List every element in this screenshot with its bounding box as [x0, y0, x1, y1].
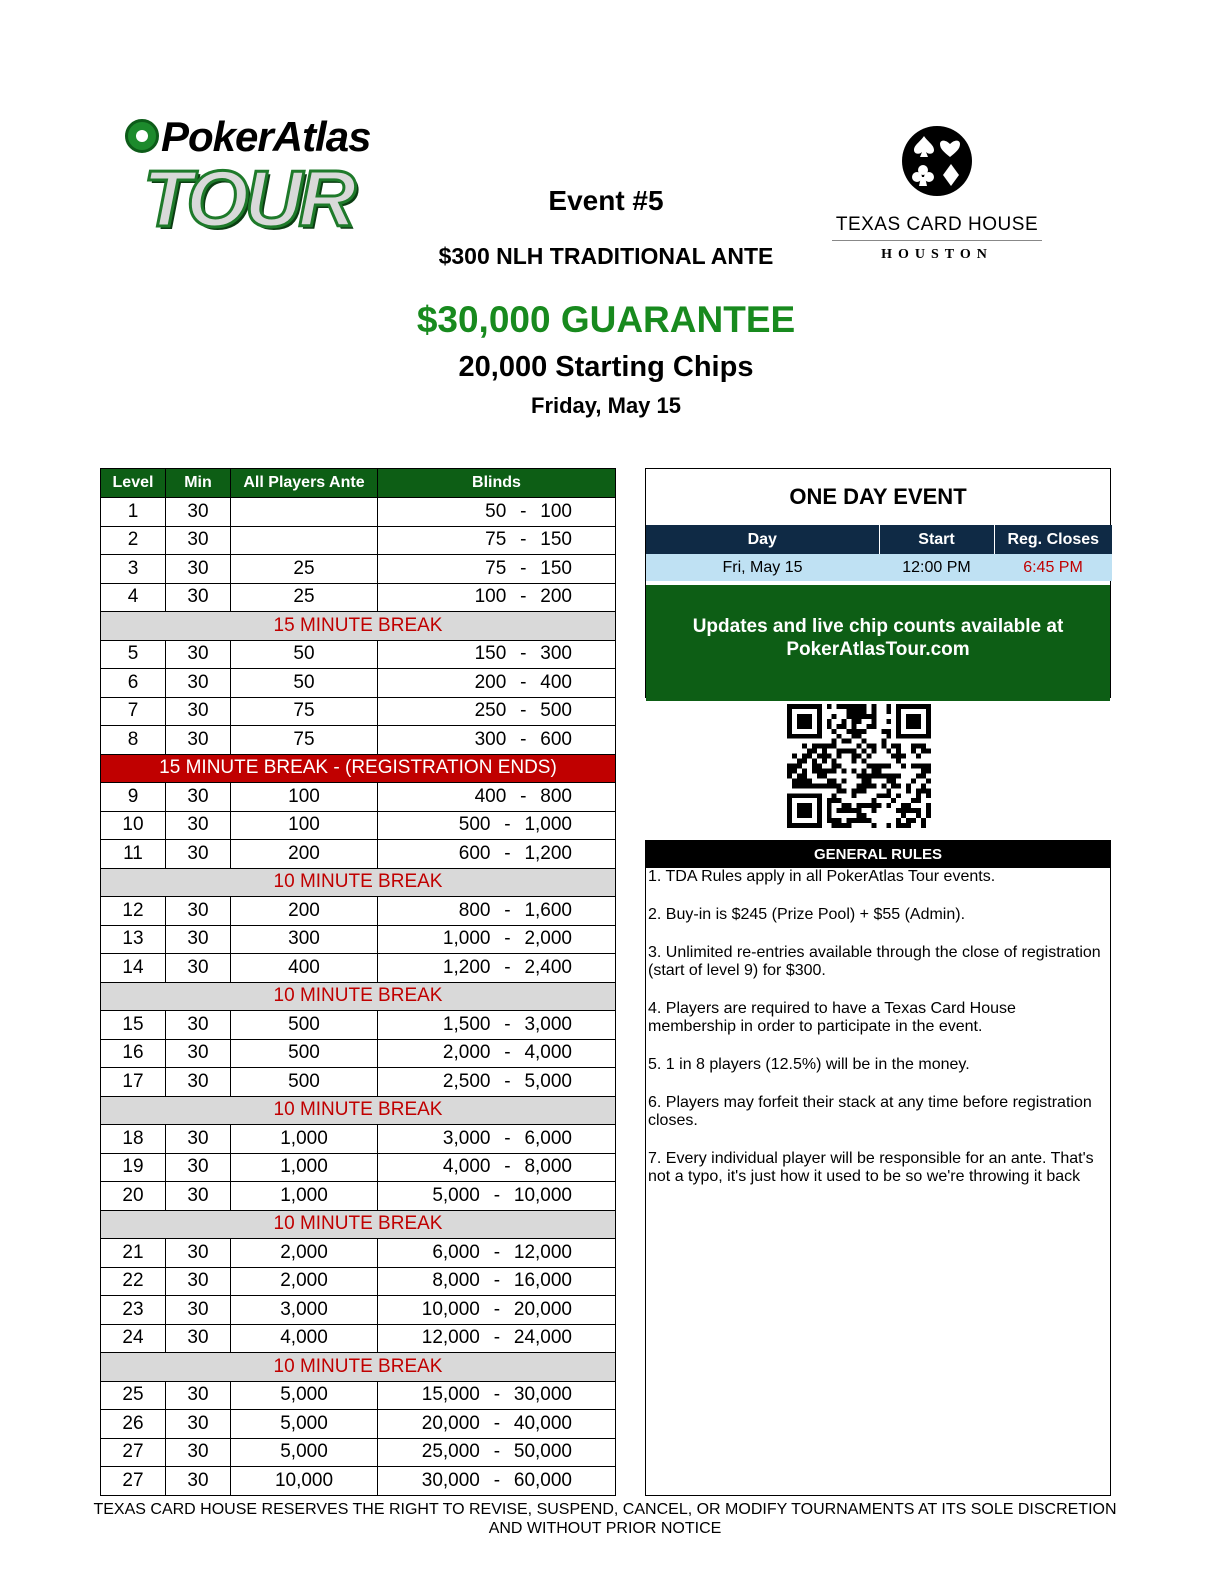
level-row — [101, 1467, 616, 1496]
level-cell: 7 — [101, 697, 166, 726]
level-cell: 8 — [101, 726, 166, 755]
level-cell: 6 — [101, 669, 166, 698]
break-row — [101, 612, 616, 641]
small-blind: 250 — [474, 700, 507, 722]
minutes-cell: 30 — [166, 583, 231, 612]
break-row — [101, 868, 616, 897]
level-cell: 15 — [101, 1011, 166, 1040]
level-cell: 19 — [101, 1153, 166, 1182]
logo-text-atlas: Atlas — [272, 113, 371, 160]
big-blind: 150 — [540, 529, 572, 551]
level-cell: 27 — [101, 1438, 166, 1467]
blinds-separator: - — [504, 1156, 511, 1178]
blinds-separator: - — [504, 899, 511, 921]
minutes-cell: 30 — [166, 1267, 231, 1296]
level-row — [101, 1068, 616, 1097]
level-cell: 17 — [101, 1068, 166, 1097]
column-header-level: Level — [101, 469, 166, 498]
big-blind: 600 — [540, 728, 572, 750]
blinds-cell — [378, 1182, 616, 1211]
blinds-cell — [378, 1039, 616, 1068]
ante-cell: 500 — [231, 1068, 378, 1097]
big-blind: 100 — [540, 500, 572, 522]
schedule-row — [646, 554, 1112, 581]
blinds-separator: - — [493, 1298, 501, 1320]
small-blind: 600 — [458, 842, 491, 864]
big-blind: 40,000 — [513, 1412, 572, 1434]
small-blind: 100 — [474, 586, 507, 608]
level-row — [101, 1125, 616, 1154]
break-label: 10 MINUTE BREAK — [101, 1096, 616, 1125]
event-number: Event #5 — [548, 185, 664, 216]
minutes-cell: 30 — [166, 640, 231, 669]
break-label: 10 MINUTE BREAK — [101, 1210, 616, 1239]
level-row — [101, 1039, 616, 1068]
ante-cell: 200 — [231, 840, 378, 869]
level-row — [101, 1438, 616, 1467]
level-row — [101, 1011, 616, 1040]
disclaimer: TEXAS CARD HOUSE RESERVES THE RIGHT TO REVISE, SUSPEND, CANCEL, OR MODIFY TOURNAMENTS AT ITS SOLE DISCRETION AND WITHOUT PRIOR NOTICE — [93, 1501, 1117, 1537]
blinds-separator: - — [520, 529, 527, 551]
ante-cell — [231, 526, 378, 555]
minutes-cell: 30 — [166, 555, 231, 584]
blinds-cell — [378, 640, 616, 669]
rule-item: 7. Every individual player will be responsible for an ante. That's not a typo, it's just how it used to be so we're throwing it back — [648, 1150, 1094, 1185]
blinds-separator: - — [520, 671, 527, 693]
level-row — [101, 669, 616, 698]
level-row — [101, 640, 616, 669]
ante-cell: 50 — [231, 669, 378, 698]
blinds-separator: - — [520, 728, 527, 750]
small-blind: 4,000 — [442, 1156, 491, 1178]
general-rules-title: GENERAL RULES — [646, 841, 1110, 868]
level-row — [101, 811, 616, 840]
blinds-separator: - — [520, 586, 527, 608]
ante-cell: 5,000 — [231, 1381, 378, 1410]
poker-chip-icon — [125, 119, 159, 153]
blinds-cell — [378, 1011, 616, 1040]
minutes-cell: 30 — [166, 925, 231, 954]
blinds-separator: - — [493, 1384, 501, 1406]
event-info-title: ONE DAY EVENT — [789, 484, 967, 509]
blinds-cell — [378, 954, 616, 983]
ante-cell: 2,000 — [231, 1267, 378, 1296]
level-cell: 4 — [101, 583, 166, 612]
ante-cell — [231, 498, 378, 527]
small-blind: 300 — [474, 728, 507, 750]
small-blind: 2,500 — [442, 1070, 491, 1092]
level-cell: 20 — [101, 1182, 166, 1211]
level-row — [101, 555, 616, 584]
level-cell: 25 — [101, 1381, 166, 1410]
rule-item: 6. Players may forfeit their stack at any time before registration closes. — [648, 1094, 1092, 1129]
blinds-separator: - — [504, 1070, 511, 1092]
level-cell: 18 — [101, 1125, 166, 1154]
break-label: 15 MINUTE BREAK — [101, 612, 616, 641]
minutes-cell: 30 — [166, 1153, 231, 1182]
level-cell: 10 — [101, 811, 166, 840]
blinds-cell — [378, 583, 616, 612]
ante-cell: 100 — [231, 783, 378, 812]
level-cell: 1 — [101, 498, 166, 527]
schedule-day: Fri, May 15 — [646, 554, 879, 581]
small-blind: 800 — [458, 899, 491, 921]
break-row — [101, 1353, 616, 1382]
schedule-table — [646, 525, 1112, 581]
blinds-cell — [378, 1410, 616, 1439]
minutes-cell: 30 — [166, 783, 231, 812]
event-date: Friday, May 15 — [531, 393, 681, 418]
small-blind: 50 — [485, 500, 507, 522]
column-header-min: Min — [166, 469, 231, 498]
big-blind: 8,000 — [524, 1156, 572, 1178]
level-row — [101, 1296, 616, 1325]
big-blind: 10,000 — [513, 1184, 572, 1206]
blinds-cell — [378, 1267, 616, 1296]
ante-cell: 25 — [231, 583, 378, 612]
rule-item: 2. Buy-in is $245 (Prize Pool) + $55 (Admin). — [648, 906, 966, 923]
event-name: $300 NLH TRADITIONAL ANTE — [438, 243, 774, 269]
blind-structure-table — [100, 468, 616, 1496]
blinds-cell — [378, 897, 616, 926]
blinds-separator: - — [520, 643, 527, 665]
column-header-blinds: Blinds — [378, 469, 616, 498]
ante-cell: 50 — [231, 640, 378, 669]
level-row — [101, 1267, 616, 1296]
big-blind: 60,000 — [513, 1469, 572, 1491]
table-header-row — [101, 469, 616, 498]
minutes-cell: 30 — [166, 1011, 231, 1040]
big-blind: 6,000 — [524, 1127, 572, 1149]
level-cell: 21 — [101, 1239, 166, 1268]
blinds-cell — [378, 555, 616, 584]
level-cell: 14 — [101, 954, 166, 983]
ante-cell: 2,000 — [231, 1239, 378, 1268]
minutes-cell: 30 — [166, 726, 231, 755]
blinds-cell — [378, 498, 616, 527]
level-row — [101, 1153, 616, 1182]
minutes-cell: 30 — [166, 526, 231, 555]
small-blind: 500 — [458, 814, 491, 836]
pokeratlas-wordmark — [161, 115, 370, 159]
schedule-start: 12:00 PM — [879, 554, 994, 581]
level-row — [101, 897, 616, 926]
blinds-separator: - — [504, 1013, 511, 1035]
ante-cell: 75 — [231, 697, 378, 726]
ante-cell: 4,000 — [231, 1324, 378, 1353]
minutes-cell: 30 — [166, 1296, 231, 1325]
big-blind: 1,000 — [524, 814, 572, 836]
rule-item: 3. Unlimited re-entries available through the close of registration (start of level 9) for $300. — [648, 944, 1101, 979]
big-blind: 4,000 — [524, 1042, 572, 1064]
blinds-cell — [378, 669, 616, 698]
tch-city: HOUSTON — [881, 247, 993, 262]
level-row — [101, 783, 616, 812]
level-cell: 24 — [101, 1324, 166, 1353]
blinds-separator: - — [504, 1042, 511, 1064]
small-blind: 5,000 — [432, 1184, 480, 1206]
blinds-cell — [378, 1296, 616, 1325]
blinds-cell — [378, 1467, 616, 1496]
table-body — [101, 498, 616, 1496]
big-blind: 2,000 — [524, 928, 572, 950]
blinds-separator: - — [504, 1127, 511, 1149]
small-blind: 150 — [474, 643, 507, 665]
level-cell: 13 — [101, 925, 166, 954]
level-row — [101, 526, 616, 555]
level-cell: 9 — [101, 783, 166, 812]
level-cell: 12 — [101, 897, 166, 926]
level-row — [101, 1381, 616, 1410]
small-blind: 15,000 — [421, 1384, 480, 1406]
minutes-cell: 30 — [166, 669, 231, 698]
blinds-cell — [378, 783, 616, 812]
minutes-cell: 30 — [166, 954, 231, 983]
blinds-cell — [378, 811, 616, 840]
minutes-cell: 30 — [166, 1324, 231, 1353]
minutes-cell: 30 — [166, 697, 231, 726]
small-blind: 30,000 — [421, 1469, 480, 1491]
big-blind: 16,000 — [513, 1270, 572, 1292]
blinds-separator: - — [504, 842, 511, 864]
small-blind: 20,000 — [421, 1412, 480, 1434]
blinds-cell — [378, 697, 616, 726]
minutes-cell: 30 — [166, 811, 231, 840]
minutes-cell: 30 — [166, 1239, 231, 1268]
level-row — [101, 954, 616, 983]
small-blind: 200 — [474, 671, 507, 693]
blinds-separator: - — [520, 785, 527, 807]
ante-cell: 10,000 — [231, 1467, 378, 1496]
ante-cell: 5,000 — [231, 1410, 378, 1439]
big-blind: 400 — [540, 671, 572, 693]
big-blind: 1,600 — [524, 899, 572, 921]
starting-chips: 20,000 Starting Chips — [458, 351, 754, 383]
blinds-separator: - — [493, 1184, 501, 1206]
blinds-separator: - — [493, 1412, 501, 1434]
small-blind: 1,000 — [442, 928, 491, 950]
level-row — [101, 498, 616, 527]
minutes-cell: 30 — [166, 1182, 231, 1211]
ante-cell: 300 — [231, 925, 378, 954]
small-blind: 25,000 — [421, 1441, 480, 1463]
blinds-cell — [378, 526, 616, 555]
schedule-header-start: Start — [879, 525, 994, 554]
general-rules-box — [645, 840, 1111, 1496]
updates-banner — [646, 585, 1110, 701]
ante-cell: 100 — [231, 811, 378, 840]
blinds-cell — [378, 840, 616, 869]
blinds-separator: - — [493, 1270, 501, 1292]
big-blind: 3,000 — [524, 1013, 572, 1035]
break-label: 10 MINUTE BREAK — [101, 868, 616, 897]
blinds-cell — [378, 1438, 616, 1467]
blinds-separator: - — [493, 1441, 501, 1463]
level-cell: 27 — [101, 1467, 166, 1496]
level-row — [101, 726, 616, 755]
level-cell: 23 — [101, 1296, 166, 1325]
blinds-separator: - — [520, 700, 527, 722]
ante-cell: 25 — [231, 555, 378, 584]
minutes-cell: 30 — [166, 1438, 231, 1467]
big-blind: 500 — [540, 700, 572, 722]
level-cell: 11 — [101, 840, 166, 869]
blinds-cell — [378, 726, 616, 755]
small-blind: 8,000 — [432, 1270, 480, 1292]
level-cell: 16 — [101, 1039, 166, 1068]
break-label: 15 MINUTE BREAK - (REGISTRATION ENDS) — [101, 754, 616, 783]
guarantee: $30,000 GUARANTEE — [416, 299, 796, 340]
blinds-cell — [378, 1381, 616, 1410]
blinds-separator: - — [504, 814, 511, 836]
ante-cell: 500 — [231, 1011, 378, 1040]
blinds-separator: - — [493, 1469, 501, 1491]
ante-cell: 1,000 — [231, 1125, 378, 1154]
level-row — [101, 840, 616, 869]
blinds-separator: - — [493, 1241, 501, 1263]
logo-text-poker: Poker — [161, 113, 273, 160]
break-row — [101, 982, 616, 1011]
minutes-cell: 30 — [166, 1410, 231, 1439]
event-info-box — [645, 468, 1111, 698]
level-row — [101, 1410, 616, 1439]
registration-ends-break-row — [101, 754, 616, 783]
small-blind: 3,000 — [442, 1127, 491, 1149]
blinds-cell — [378, 1125, 616, 1154]
minutes-cell: 30 — [166, 840, 231, 869]
schedule-header-row — [646, 525, 1112, 554]
ante-cell: 1,000 — [231, 1153, 378, 1182]
blinds-cell — [378, 1153, 616, 1182]
level-row — [101, 1182, 616, 1211]
small-blind: 75 — [485, 557, 507, 579]
minutes-cell: 30 — [166, 498, 231, 527]
rule-item: 5. 1 in 8 players (12.5%) will be in the money. — [648, 1056, 970, 1073]
big-blind: 800 — [540, 785, 572, 807]
break-label: 10 MINUTE BREAK — [101, 982, 616, 1011]
level-row — [101, 925, 616, 954]
blinds-separator: - — [504, 956, 511, 978]
updates-url[interactable]: PokerAtlasTour.com — [786, 639, 970, 660]
minutes-cell: 30 — [166, 1125, 231, 1154]
pokeratlas-tour-logo — [125, 115, 405, 245]
level-row — [101, 1239, 616, 1268]
column-header-ante: All Players Ante — [231, 469, 378, 498]
updates-text: Updates and live chip counts available at — [692, 616, 1064, 637]
ante-cell: 500 — [231, 1039, 378, 1068]
big-blind: 24,000 — [513, 1327, 572, 1349]
schedule-reg-closes: 6:45 PM — [994, 554, 1112, 581]
ante-cell: 200 — [231, 897, 378, 926]
big-blind: 30,000 — [513, 1384, 572, 1406]
big-blind: 20,000 — [513, 1298, 572, 1320]
blinds-separator: - — [493, 1327, 501, 1349]
big-blind: 150 — [540, 557, 572, 579]
small-blind: 75 — [485, 529, 507, 551]
ante-cell: 3,000 — [231, 1296, 378, 1325]
small-blind: 1,500 — [442, 1013, 491, 1035]
rule-item: 4. Players are required to have a Texas Card House membership in order to participate in the event. — [648, 1000, 1016, 1035]
level-row — [101, 1324, 616, 1353]
small-blind: 6,000 — [432, 1241, 480, 1263]
level-cell: 22 — [101, 1267, 166, 1296]
blinds-separator: - — [520, 500, 527, 522]
big-blind: 200 — [540, 586, 572, 608]
level-row — [101, 583, 616, 612]
break-row — [101, 1210, 616, 1239]
ante-cell: 75 — [231, 726, 378, 755]
level-cell: 2 — [101, 526, 166, 555]
minutes-cell: 30 — [166, 1467, 231, 1496]
level-cell: 5 — [101, 640, 166, 669]
minutes-cell: 30 — [166, 897, 231, 926]
minutes-cell: 30 — [166, 1381, 231, 1410]
big-blind: 12,000 — [513, 1241, 572, 1263]
level-cell: 3 — [101, 555, 166, 584]
small-blind: 12,000 — [421, 1327, 480, 1349]
ante-cell: 5,000 — [231, 1438, 378, 1467]
schedule-header-day: Day — [646, 525, 879, 554]
blinds-cell — [378, 925, 616, 954]
level-row — [101, 697, 616, 726]
big-blind: 50,000 — [513, 1441, 572, 1463]
blinds-separator: - — [520, 557, 527, 579]
tch-name: TEXAS CARD HOUSE — [832, 214, 1042, 241]
schedule-header-closes: Reg. Closes — [994, 525, 1112, 554]
break-label: 10 MINUTE BREAK — [101, 1353, 616, 1382]
big-blind: 1,200 — [524, 842, 572, 864]
small-blind: 1,200 — [442, 956, 491, 978]
break-row — [101, 1096, 616, 1125]
minutes-cell: 30 — [166, 1039, 231, 1068]
small-blind: 10,000 — [421, 1298, 480, 1320]
rule-item: 1. TDA Rules apply in all PokerAtlas Tour events. — [648, 868, 996, 885]
qr-code-icon[interactable] — [787, 704, 931, 828]
logo-text-tour: TOUR — [143, 154, 353, 243]
level-cell: 26 — [101, 1410, 166, 1439]
blinds-separator: - — [504, 928, 511, 950]
blinds-cell — [378, 1324, 616, 1353]
small-blind: 400 — [474, 785, 507, 807]
blinds-cell — [378, 1239, 616, 1268]
big-blind: 300 — [540, 643, 572, 665]
small-blind: 2,000 — [442, 1042, 491, 1064]
ante-cell: 1,000 — [231, 1182, 378, 1211]
big-blind: 2,400 — [524, 956, 572, 978]
big-blind: 5,000 — [524, 1070, 572, 1092]
minutes-cell: 30 — [166, 1068, 231, 1097]
ante-cell: 400 — [231, 954, 378, 983]
blinds-cell — [378, 1068, 616, 1097]
